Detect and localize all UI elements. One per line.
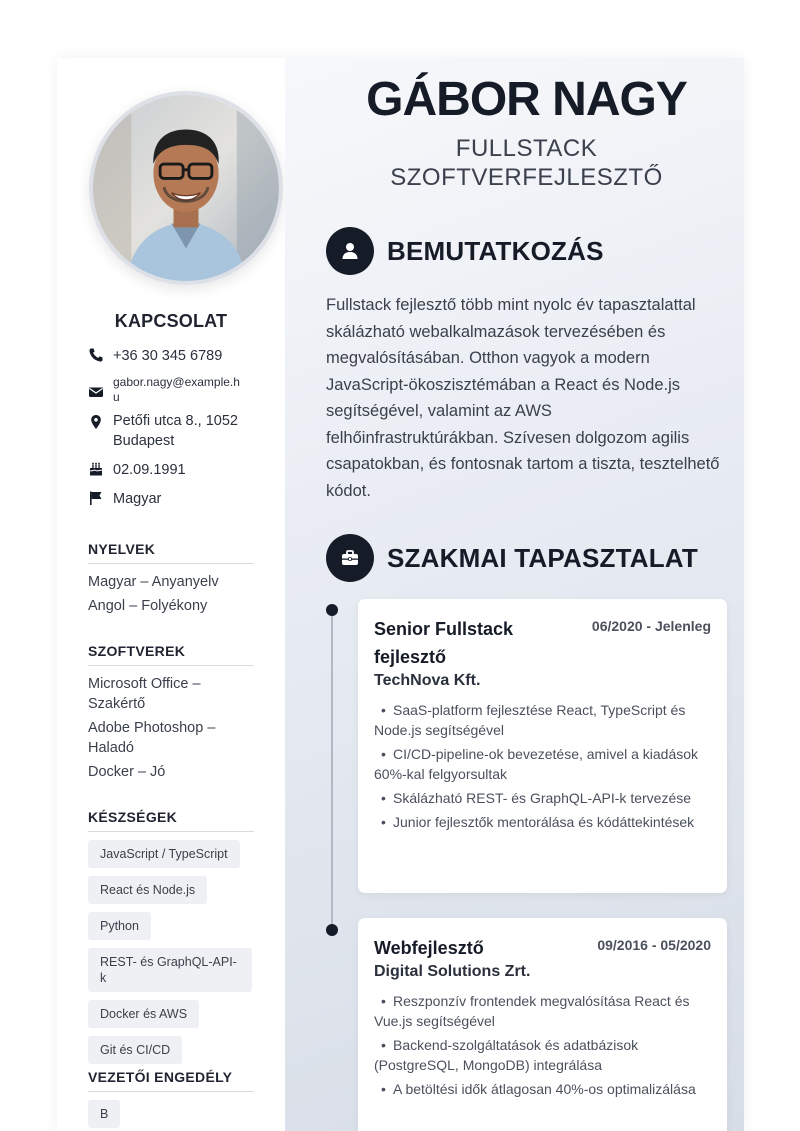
user-icon — [326, 227, 374, 275]
skill-tag: Docker és AWS — [88, 1000, 199, 1028]
languages-title: NYELVEK — [88, 541, 254, 564]
contact-address — [88, 411, 258, 451]
email-text — [113, 375, 240, 405]
job-bullet: • Junior fejlesztők mentorálása és kódáttekintések — [381, 814, 695, 830]
software-item: Adobe Photoshop – — [88, 720, 216, 736]
job-bullet: • Backend-szolgáltatások és adatbázisok (PostgreSQL, MongoDB) integrálása — [374, 1037, 639, 1073]
software-item: Haladó — [88, 740, 134, 756]
skill-tag: Python — [88, 912, 151, 940]
email-line-1: gabor.nagy@example.h — [113, 375, 240, 389]
skill-tag: JavaScript / TypeScript — [88, 840, 240, 868]
intro-text: Fullstack fejlesztő több mint nyolc év tapasztalattal skálázható webalkalmazások tervezésében és megvalósításában. Otthon vagyok a modern JavaScript-ökoszisztémában a React és Node.js segítségével, valamint az AWS felhőinfrastruktúrákban. Szívesen dolgozom agilis csapatokban, és fontosnak tartom a tiszta, tesztelhető kódot. — [326, 296, 720, 500]
license-section — [88, 1069, 254, 1131]
job-title-line-1: FULLSTACK — [455, 135, 598, 162]
job-bullet-text: SaaS-platform fejlesztése React, TypeScript és Node.js segítségével — [374, 702, 686, 738]
timeline-dot — [326, 924, 338, 936]
software-section — [88, 643, 254, 782]
language-item: Magyar – Anyanyelv — [88, 574, 219, 590]
skills-section — [88, 809, 254, 1072]
job-card-title: Webfejlesztő — [374, 938, 484, 958]
resume-page — [57, 58, 744, 1131]
phone-icon — [88, 347, 104, 363]
software-title: SZOFTVEREK — [88, 643, 254, 666]
intro-heading — [326, 227, 604, 275]
briefcase-icon — [326, 534, 374, 582]
envelope-icon — [88, 384, 104, 400]
skills-title: KÉSZSÉGEK — [88, 809, 254, 832]
phone-text: +36 30 345 6789 — [113, 348, 223, 364]
job-bullet: • Skálázható REST- és GraphQL-API-k tervezése — [381, 790, 692, 806]
job-bullet-text: CI/CD-pipeline-ok bevezetése, amivel a kiadások 60%-kal felgyorsultak — [374, 746, 699, 782]
job-bullet: • Reszponzív frontendek megvalósítása React és Vue.js segítségével — [374, 993, 690, 1029]
job-title — [285, 134, 744, 192]
contact-list — [88, 346, 258, 518]
job-card — [358, 599, 727, 893]
sidebar — [57, 58, 285, 1131]
experience-title: SZAKMAI TAPASZTALAT — [387, 542, 698, 573]
main-content — [285, 58, 744, 1131]
experience-heading — [326, 534, 698, 582]
job-title-line-2: SZOFTVERFEJLESZTŐ — [390, 164, 663, 191]
profile-photo-image — [93, 95, 279, 281]
address-line-1: Petőfi utca 8., 1052 — [113, 413, 238, 429]
nationality-text: Magyar — [113, 491, 162, 507]
contact-title: KAPCSOLAT — [114, 311, 228, 331]
job-dates: 06/2020 - Jelenleg — [591, 618, 711, 634]
job-card — [358, 918, 727, 1131]
address-line-2: Budapest — [113, 433, 175, 449]
job-bullet-text: Backend-szolgáltatások és adatbázisok (PostgreSQL, MongoDB) integrálása — [374, 1037, 639, 1073]
job-bullet-text: A betöltési idők átlagosan 40%-os optimalizálása — [393, 1081, 696, 1097]
job-bullet-text: Junior fejlesztők mentorálása és kódáttekintések — [393, 814, 695, 830]
job-bullet: • A betöltési idők átlagosan 40%-os optimalizálása — [381, 1081, 696, 1097]
profile-photo — [89, 91, 283, 285]
skill-tag: React és Node.js — [88, 876, 207, 904]
job-title-line-2: fejlesztő — [374, 647, 447, 667]
job-company: TechNova Kft. — [374, 672, 481, 689]
skill-tag: REST- és GraphQL-API-k — [88, 948, 252, 992]
license-tag: B — [88, 1100, 120, 1128]
contact-birthdate — [88, 460, 258, 480]
job-dates: 09/2016 - 05/2020 — [597, 937, 711, 953]
map-pin-icon — [88, 414, 104, 430]
skill-tag: Git és CI/CD — [88, 1036, 182, 1064]
job-bullet: • SaaS-platform fejlesztése React, TypeScript és Node.js segítségével — [374, 702, 686, 738]
timeline-line — [331, 610, 333, 932]
flag-icon — [88, 490, 104, 506]
languages-section — [88, 541, 254, 616]
birthday-cake-icon — [88, 461, 104, 477]
birthdate-text: 02.09.1991 — [113, 462, 186, 478]
person-name: GÁBOR NAGY — [366, 73, 687, 126]
license-title: VEZETŐI ENGEDÉLY — [88, 1069, 254, 1092]
software-item: Docker – Jó — [88, 764, 166, 780]
email-line-2: u — [113, 390, 120, 404]
job-title-line-1: Senior Fullstack — [374, 619, 514, 639]
job-card-title — [374, 615, 513, 671]
address-text — [113, 411, 238, 451]
intro-title: BEMUTATKOZÁS — [387, 235, 604, 266]
job-bullet-text: Skálázható REST- és GraphQL-API-k tervezése — [393, 790, 692, 806]
timeline-dot — [326, 604, 338, 616]
contact-phone — [88, 346, 258, 366]
language-item: Angol – Folyékony — [88, 598, 208, 614]
job-company: Digital Solutions Zrt. — [374, 963, 531, 980]
job-bullet-text: Reszponzív frontendek megvalósítása React és Vue.js segítségével — [374, 993, 690, 1029]
software-item: Szakértő — [88, 696, 146, 712]
job-bullet: • CI/CD-pipeline-ok bevezetése, amivel a kiadások 60%-kal felgyorsultak — [374, 746, 699, 782]
contact-email — [88, 375, 258, 405]
contact-nationality — [88, 489, 258, 509]
software-item: Microsoft Office – — [88, 676, 201, 692]
